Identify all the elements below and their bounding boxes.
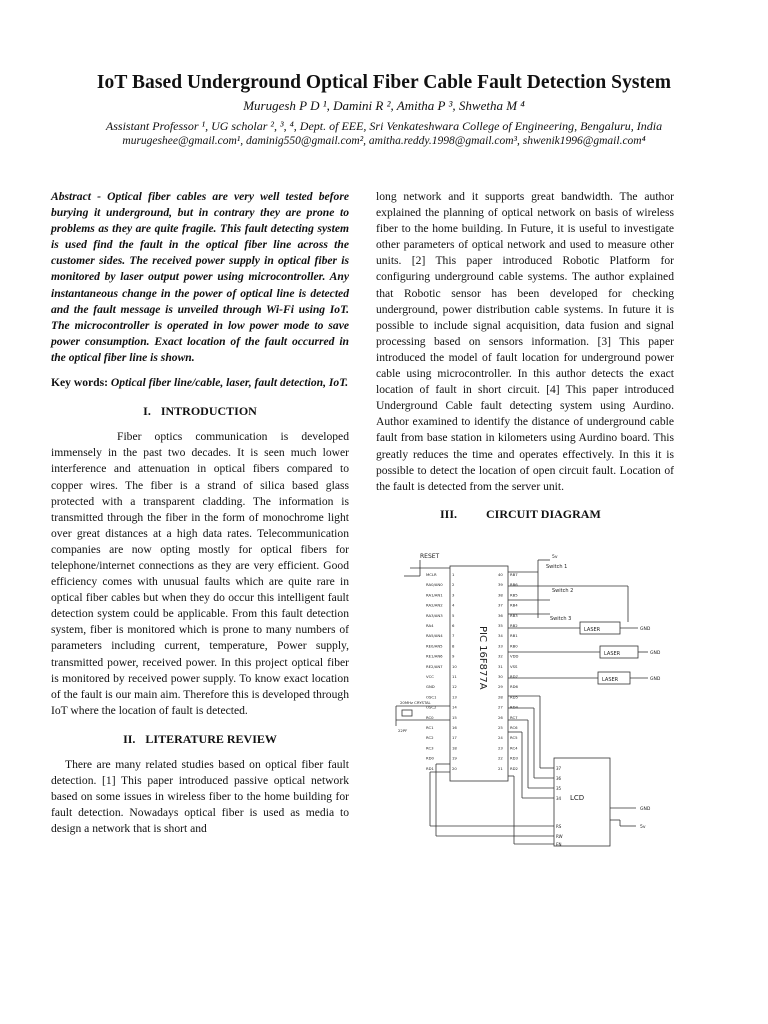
- lcd-body: [554, 758, 610, 846]
- lcd-label: LCD: [570, 794, 585, 802]
- section-heading-introduction: [51, 403, 349, 419]
- mcu-pin-label-right: RC5: [510, 735, 518, 741]
- mcu-pin-label-right: RB6: [510, 582, 518, 588]
- mcu-pin-number-right: 21: [498, 765, 503, 771]
- paper-affiliation: Assistant Professor ¹, UG scholar ², ³, ⁴, Dept. of EEE, Sri Venkateshwara College of Engineering, Bengaluru, India: [105, 119, 663, 133]
- mcu-pin-label-left: RE0/AN5: [426, 643, 443, 649]
- mcu-pin-number-right: 25: [498, 725, 503, 730]
- gnd-label: GND: [650, 677, 661, 682]
- mcu-pin-number-right: 33: [498, 643, 503, 649]
- mcu-pin-label-right: RD2: [510, 765, 518, 771]
- mcu-pin-number-right: 38: [498, 592, 503, 598]
- mcu-pin-number-right: 27: [498, 704, 503, 710]
- mcu-pin-label-left: RD1: [426, 765, 434, 771]
- laser-label: LASER: [584, 627, 601, 633]
- mcu-pin-label-right: VDD: [510, 653, 519, 659]
- mcu-pin-number-left: 16: [452, 725, 457, 730]
- mcu-pin-number-right: 40: [498, 572, 503, 577]
- mcu-pin-label-right: RB5: [510, 592, 518, 598]
- mcu-pin-number-left: 17: [452, 735, 457, 741]
- mcu-pin-label-right: RD6: [510, 684, 518, 690]
- section-number: II.: [123, 731, 136, 746]
- mcu-pin-number-right: 23: [498, 745, 503, 751]
- abstract: Abstract - Optical fiber cables are very well tested before burying it underground, but in contrary they are prone to problems as they are quite fragile. This fault detecting system is used find the fault in the optical fiber line across the customer sides. The received power supply in optical fiber is monitored by laser output power using microcontroller. Any instantaneous change in the power of optical line is detected and the fault message is unveiled through Wi-Fi using IoT. The microcontroller is operated in low power mode to save power consumption. Exact location of the fault occurred in the optical fiber line is shown.: [51, 190, 349, 364]
- mcu-pin-number-left: 6: [452, 623, 455, 628]
- mcu-pin-label-right: RB0: [510, 643, 518, 649]
- switch-label: Switch 3: [550, 616, 572, 622]
- mcu-pin-label-left: VCC: [426, 674, 434, 679]
- mcu-pin-number-right: 31: [498, 663, 503, 669]
- mcu-pin-number-left: 11: [452, 674, 457, 679]
- mcu-pin-label-left: OSC2: [426, 704, 437, 710]
- mcu-pin-label-left: RE1/AN6: [426, 653, 443, 659]
- mcu-label: PIC 16F877A: [477, 626, 488, 690]
- mcu-pin-label-right: RB7: [510, 572, 518, 577]
- lcd-pin-label: EN: [556, 842, 562, 847]
- lcd-pin-label: 34: [556, 796, 562, 801]
- lcd-pin-label: 35: [556, 786, 562, 791]
- mcu-pin-number-right: 28: [498, 694, 503, 700]
- switch-label: Switch 2: [552, 588, 574, 594]
- mcu-pin-number-left: 19: [452, 755, 457, 761]
- mcu-pin-number-left: 3: [452, 592, 455, 598]
- gnd-label: GND: [640, 627, 651, 632]
- mcu-pin-label-right: RB4: [510, 602, 518, 608]
- mcu-pin-number-left: 7: [452, 633, 455, 639]
- switch-label: Switch 1: [546, 564, 568, 570]
- section-heading-literature-review: [51, 731, 349, 747]
- mcu-pin-label-left: RC1: [426, 725, 434, 730]
- mcu-pin-label-right: RB1: [510, 633, 518, 639]
- section-number: I.: [143, 404, 151, 419]
- laser-label: LASER: [604, 651, 621, 657]
- mcu-pin-label-left: RE2/AN7: [426, 663, 443, 669]
- paper-title: IoT Based Underground Optical Fiber Cable Fault Detection System: [96, 72, 672, 93]
- circuit-diagram-figure: [390, 546, 680, 856]
- mcu-pin-label-left: RD0: [426, 755, 434, 761]
- mcu-pin-number-left: 12: [452, 684, 457, 690]
- mcu-pin-number-left: 18: [452, 745, 457, 751]
- mcu-pin-number-right: 37: [498, 602, 503, 608]
- mcu-pin-label-left: RC2: [426, 735, 434, 741]
- mcu-pin-number-left: 14: [452, 704, 457, 710]
- vcc-label: 5v: [640, 825, 646, 830]
- paper-emails: murugeshee@gmail.com¹, daminig550@gmail.com², amitha.reddy.1998@gmail.com³, shwenik1996@gmail.com⁴: [122, 135, 646, 147]
- mcu-pin-number-right: 30: [498, 674, 503, 679]
- lcd-pin-label: RW: [556, 834, 563, 839]
- mcu-pin-label-left: RA1/AN1: [426, 592, 443, 598]
- left-column: [51, 189, 349, 837]
- mcu-pin-label-right: RD5: [510, 694, 518, 700]
- mcu-pin-number-left: 4: [452, 602, 455, 608]
- mcu-pin-number-right: 39: [498, 582, 503, 588]
- lcd-pin-label: 37: [556, 766, 562, 771]
- mcu-pin-label-right: RD7: [510, 674, 518, 679]
- literature-review-text-right: long network and it supports great bandwidth. The author explained the planning of optical network on basis of wireless fiber to the home building. In Future, it is useful to investigate other parameters of optical network and used to measure other units. [2] This paper introduced Robotic Platform for configuring underground cable systems. The author explained that Robotic sensor has been developed for checking underground, power distribution cable systems. In future it is possible to include signal acquisition, data fusion and signal processing based on sensors information. [3] This paper introduced the model of fault location for underground power cable using microcontroller. In this author detects the exact location of fault in short circuit. [4] This paper introduced Underground Cable fault detecting system using Aurdino. Author examined to identify the distance of underground cable fault from base station in kilometers using Aurdino board. This greatly reduces the time and operates effectively. In this it is possible to detect the location of open circuit fault. Location of the fault is detected from the server unit.: [376, 190, 674, 493]
- literature-review-text-left: There are many related studies based on optical fiber fault detection. [1] This paper introduced passive optical network based on some issues in wireless fiber to the home building for fault detection. Nowadays optical fiber is used as media to design a network that is short and: [51, 758, 349, 836]
- keywords-label: Key words:: [51, 376, 108, 390]
- introduction-text: Fiber optics communication is developed immensely in the past two decades. It is seen much lower interference and attenuation in optical fibers compared to copper wires. The fiber is a strand of silica based glass protected with a transparent cladding. The information is transmitted through the fiber in the form of monochrome light over great distances at a high data rates. Telecommunication companies are now opting mostly for optical fibers for telephone/internet connections as they are very efficient. Good efficiency comes with unusual faults which are quite rare in optical fiber cables but when they do occur this intelligent fault detection system could be applicable. From this fault detection system, fiber is monitored which is prone to many numbers of parameters including current, temperature, Power supply, transmitted power, received power. In this project optical fiber is monitored by received power supply. To know exact location of the fault is our main aim. Therefore this is developed through IoT where the location of fault is detected.: [51, 430, 349, 717]
- mcu-pin-number-left: 2: [452, 582, 455, 588]
- crystal-label: 20MHz CRYSTAL: [400, 700, 431, 705]
- mcu-pin-label-right: RC7: [510, 714, 518, 720]
- section-title: INTRODUCTION: [160, 404, 257, 419]
- right-column: [376, 189, 674, 532]
- mcu-pin-number-left: 1: [452, 572, 455, 577]
- mcu-pin-label-right: RB2: [510, 623, 518, 628]
- paper-authors: Murugesh P D ¹, Damini R ², Amitha P ³, Shwetha M ⁴: [243, 98, 525, 113]
- mcu-pin-number-left: 13: [452, 694, 457, 700]
- gnd-label: GND: [640, 807, 651, 812]
- keywords-text: Optical fiber line/cable, laser, fault detection, IoT.: [110, 376, 349, 390]
- mcu-pin-label-right: RD3: [510, 755, 518, 761]
- mcu-pin-number-right: 35: [498, 623, 503, 628]
- mcu-pin-number-right: 36: [498, 612, 503, 618]
- mcu-pin-number-right: 29: [498, 684, 503, 690]
- laser-label: LASER: [602, 677, 619, 683]
- mcu-pin-label-left: GND: [426, 684, 435, 690]
- gnd-label: GND: [650, 651, 661, 656]
- mcu-pin-number-right: 22: [498, 755, 503, 761]
- section-title: CIRCUIT DIAGRAM: [486, 506, 601, 521]
- mcu-pin-label-left: MCLR: [426, 572, 437, 577]
- section-number: III.: [440, 506, 458, 521]
- mcu-pin-number-left: 10: [452, 663, 457, 669]
- reset-label: RESET: [420, 553, 440, 560]
- mcu-pin-label-right: VSS: [510, 663, 518, 669]
- capacitor-label: 22PF: [398, 728, 408, 733]
- mcu-pin-label-left: RA0/AN0: [426, 582, 443, 588]
- mcu-pin-label-right: RC6: [510, 725, 518, 730]
- mcu-pin-label-right: RB3: [510, 612, 518, 618]
- mcu-pin-number-left: 8: [452, 643, 455, 649]
- mcu-pin-label-left: RC0: [426, 714, 434, 720]
- mcu-pin-label-right: RC4: [510, 745, 518, 751]
- mcu-pin-label-left: RA2/AN2: [426, 602, 443, 608]
- mcu-pin-label-left: OSC1: [426, 694, 437, 700]
- vcc-label: 5v: [552, 555, 558, 560]
- mcu-pin-label-left: RA4: [426, 623, 434, 628]
- mcu-pin-number-left: 15: [452, 714, 457, 720]
- mcu-pin-number-right: 24: [498, 735, 503, 741]
- mcu-pin-number-right: 26: [498, 714, 503, 720]
- section-title: LITERATURE REVIEW: [145, 731, 277, 746]
- mcu-pin-number-left: 9: [452, 653, 455, 659]
- mcu-pin-number-left: 5: [452, 612, 455, 618]
- mcu-pin-label-left: RC3: [426, 745, 434, 751]
- circuit-diagram-svg: [390, 546, 680, 856]
- mcu-pin-number-left: 20: [452, 765, 457, 771]
- mcu-pin-number-right: 32: [498, 653, 503, 659]
- lcd-pin-label: RS: [556, 824, 562, 829]
- lcd-pin-label: 36: [556, 776, 562, 781]
- mcu-pin-number-right: 34: [498, 633, 503, 639]
- mcu-pin-label-left: RA5/AN4: [426, 633, 443, 639]
- section-heading-circuit-diagram: [376, 506, 674, 522]
- mcu-pin-label-right: RD4: [510, 704, 518, 710]
- keywords: [51, 375, 349, 391]
- mcu-pin-label-left: RA3/AN3: [426, 612, 443, 618]
